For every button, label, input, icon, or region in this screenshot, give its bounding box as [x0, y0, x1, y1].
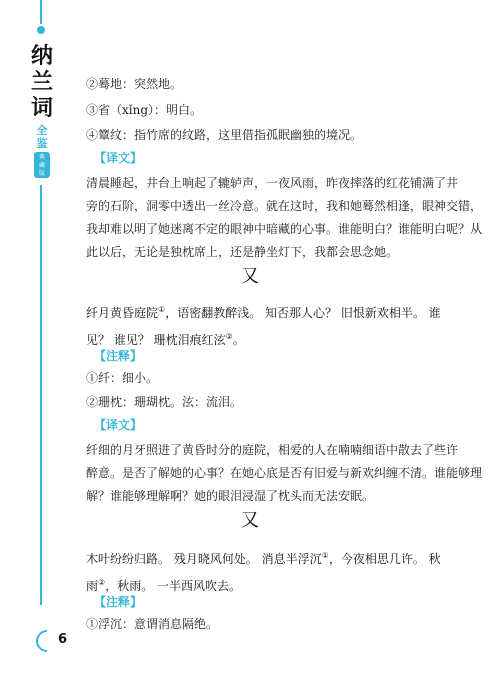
poem-line: 雨②，秋雨。 一半西风吹去。: [86, 578, 242, 593]
translation-tag: 【译文】: [94, 418, 143, 432]
note-line: ②珊枕：珊瑚枕。泫：流泪。: [86, 395, 243, 409]
note-line: ①浮沉：意谓消息隔绝。: [86, 617, 219, 631]
translation-paragraph: 清晨睡起，井台上响起了辘轳声，一夜风雨，昨夜摔落的红花铺满了井 旁的石阶，洞零中透出一丝冷意。就在这时，我和她蓦然相逢，眼神交错， 我却难以明了她迷离不定的眼神中暗藏的心事。谁能明白？谁能明白呢？从 此以后，无论是独枕席上，还是静坐灯下，我都会思念她。: [86, 176, 483, 259]
note-line: ①纤：细小。: [86, 371, 159, 385]
note-line: ④簟纹：指竹席的纹路，这里借指孤眠幽独的境况。: [86, 128, 363, 142]
notes-tag: 【注释】: [94, 349, 143, 363]
poem-heading: 又: [241, 266, 259, 287]
sidebar-dot: [37, 26, 45, 34]
translation-paragraph: 纤细的月牙照进了黄昏时分的庭院，相爱的人在喃喃细语中散去了些许 醉意。是否了解她的心事？在她心底是否有旧爱与新欢纠缠不清。谁能够理 解？谁能够理解啊？她的眼泪浸湿了枕头而无法安眠。: [86, 443, 483, 503]
sidebar-line-top: [40, 0, 42, 24]
note-line: ③省（xǐng）：明白。: [86, 103, 203, 117]
edition-badge: 典 藏 版: [34, 152, 50, 178]
poem-text: [86, 298, 441, 352]
translation-tag: 【译文】: [94, 151, 143, 165]
poem-heading: 又: [241, 510, 259, 531]
page-number: 6: [58, 632, 68, 647]
poem-text: [86, 544, 441, 598]
sidebar-line-bottom: [40, 185, 42, 605]
note-line: ②蓦地：突然地。: [86, 77, 183, 91]
book-subtitle: 全 鉴: [36, 124, 48, 150]
poem-line: 见？ 谁见？ 珊枕泪痕红泫②。: [86, 332, 245, 347]
notes-tag: 【注释】: [94, 595, 143, 609]
book-title: 纳 兰 词: [30, 44, 53, 121]
poem-line: 木叶纷纷归路。 残月晓风何处。 消息半浮沉①，今夜相思几许。 秋: [86, 551, 441, 566]
poem-line: 纤月黄昏庭院①，语密翻教醉浅。 知否那人心？ 旧恨新欢相半。 谁: [86, 305, 441, 320]
book-sidebar: [0, 0, 68, 698]
